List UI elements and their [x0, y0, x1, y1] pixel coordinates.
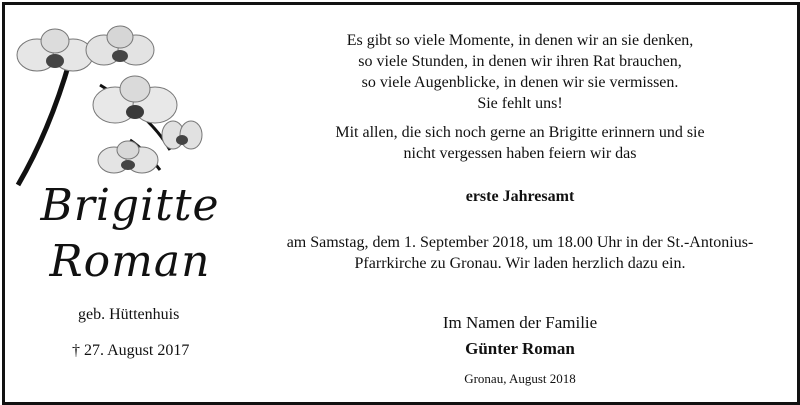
poem-line: so viele Stunden, in denen wir ihren Rat brauchen,	[358, 53, 682, 70]
poem-line: Es gibt so viele Momente, in denen wir an sie denken,	[346, 32, 694, 49]
maiden-name: geb. Hüttenhuis	[78, 306, 180, 323]
poem-line: so viele Augenblicke, in denen wir sie vermissen.	[361, 74, 679, 91]
intro-line: Mit allen, die sich noch gerne an Brigitte erinnern und sie	[335, 124, 705, 141]
first-name: Brigitte	[40, 180, 220, 231]
death-date: † 27. August 2017	[72, 342, 190, 359]
place-date: Gronau, August 2018	[464, 371, 576, 386]
last-name: Roman	[49, 236, 211, 287]
poem-line: Sie fehlt uns!	[477, 95, 563, 112]
intro-line: nicht vergessen haben feiern wir das	[403, 145, 637, 162]
signer-name: Günter Roman	[465, 339, 575, 358]
family-line: Im Namen der Familie	[442, 313, 598, 332]
poem	[260, 30, 780, 114]
intro-text	[260, 122, 780, 164]
orchid-image	[10, 20, 220, 190]
event-title: erste Jahresamt	[465, 188, 575, 205]
details-line: am Samstag, dem 1. September 2018, um 18.00 Uhr in der St.-Antonius-	[286, 234, 754, 251]
event-details	[260, 232, 780, 274]
details-line: Pfarrkirche zu Gronau. Wir laden herzlich dazu ein.	[354, 255, 686, 272]
